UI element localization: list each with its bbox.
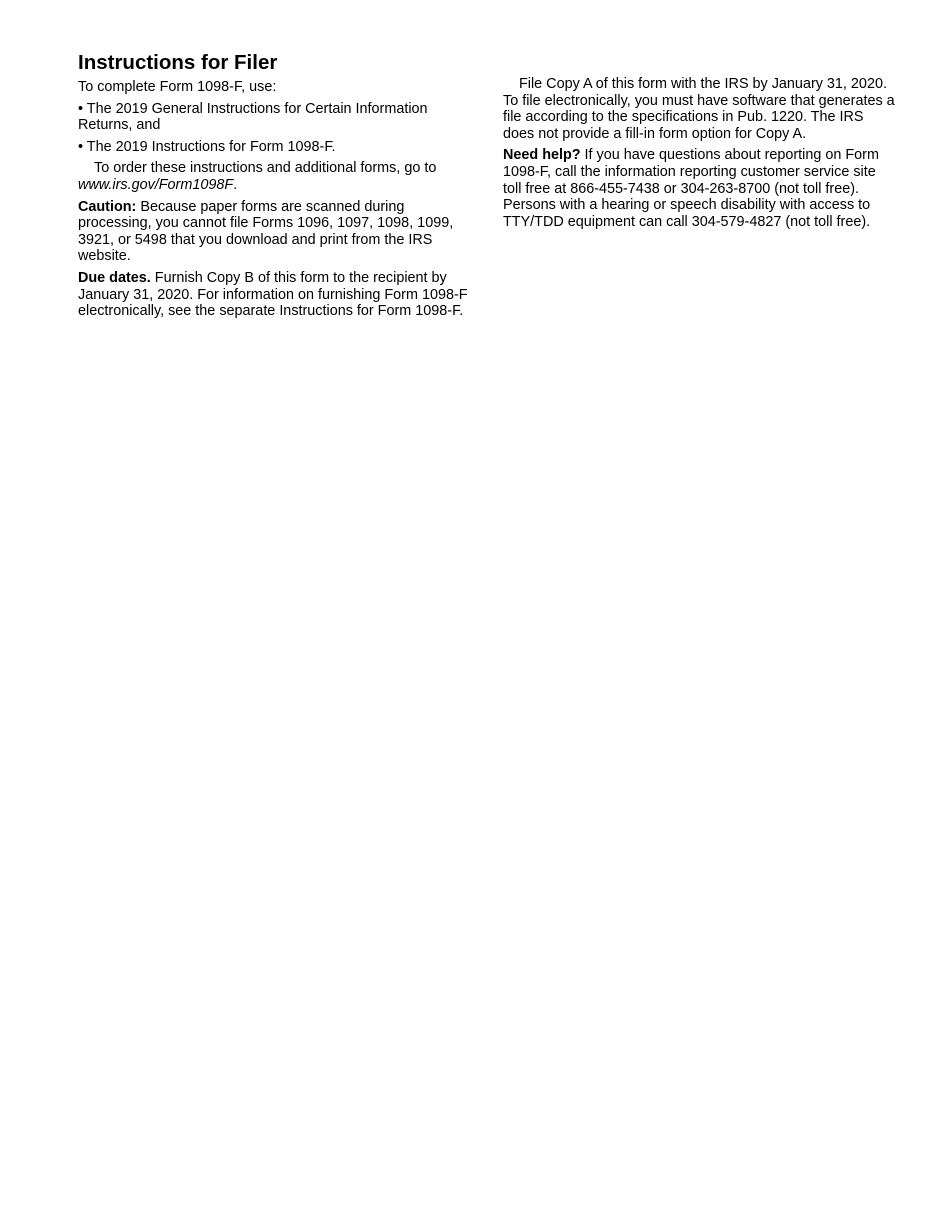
bullet-general-instructions: • The 2019 General Instructions for Certain Information Returns, and [78,100,428,134]
due-dates-label: Due dates. [78,269,151,286]
due-dates-paragraph [78,270,473,320]
order-text: To order these instructions and additional forms, go to [94,160,437,177]
need-help-label: Need help? [503,147,581,164]
caution-paragraph [78,199,473,265]
due-dates-text: Furnish Copy B of this form to the recipient by January 31, 2020. For information on furnishing Form 1098-F electronically, see the separate Instructions for Form 1098-F. [78,269,468,320]
page-title: Instructions for Filer [78,51,278,74]
order-end: . [233,176,238,193]
file-copy-a-paragraph: File Copy A of this form with the IRS by January 31, 2020. To file electronically, you must have software that generates a file according to the specifications in Pub. 1220. The IRS does not provide a fill-in form option for Copy A. [503,76,895,142]
bullet-form-instructions: • The 2019 Instructions for Form 1098-F. [78,138,336,155]
irs-form-link[interactable]: www.irs.gov/Form1098F [78,176,234,193]
need-help-paragraph [503,147,898,230]
right-column [503,76,898,235]
caution-text: Because paper forms are scanned during processing, you cannot file Forms 1096, 1097, 1098, 1099, 3921, or 5498 that you download and print from the IRS website. [78,198,454,265]
need-help-text: If you have questions about reporting on Form 1098-F, call the information reporting customer service site toll free at 866-455-7438 or 304-263-8700 (not toll free). Persons with a hearing or speech disability with access to TTY/TDD equipment can call 304-579-4827 (not toll free). [503,147,879,230]
order-paragraph [78,160,473,193]
left-column [78,50,473,325]
caution-label: Caution: [78,198,137,215]
intro-text: To complete Form 1098-F, use: [78,79,277,95]
